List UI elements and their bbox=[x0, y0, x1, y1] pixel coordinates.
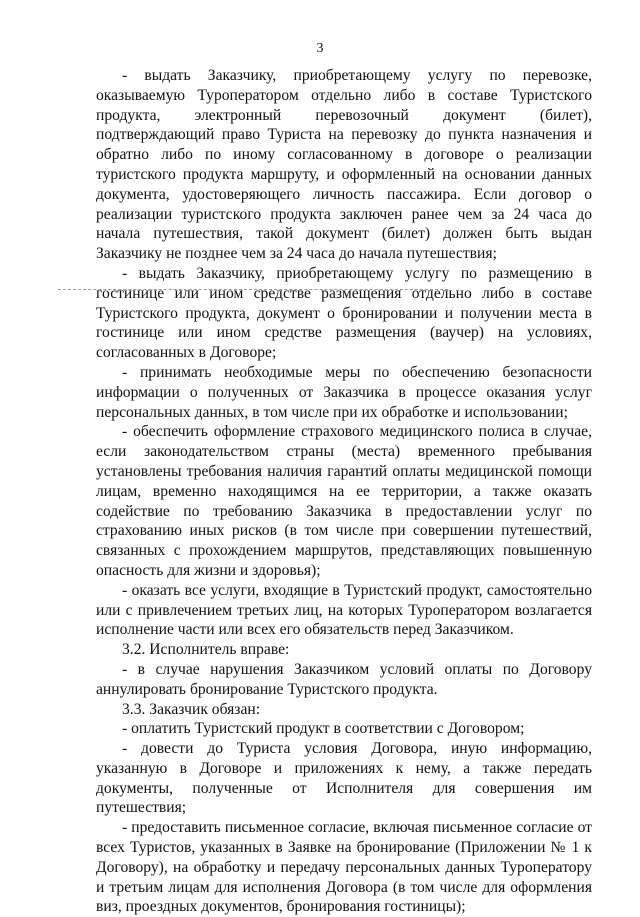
section-heading-3-3: 3.3. Заказчик обязан: bbox=[122, 700, 261, 718]
paragraph-inform-tourist: - довести до Туриста условия Договора, иную информацию, указанную в Договоре и приложениях к нему, а также передать документы, полученные от Исполнителя для совершения им путешествия; bbox=[96, 740, 592, 817]
paragraph-consent: - предоставить письменное согласие, включая письменное согласие от всех Туристов, указанных в Заявке на бронирование (Приложении № 1 к Договору), на обработку и передачу персональных данных Туроператору и третьим лицам для исполнения Договора (в том числе для оформления виз, проездных документов, бронирования гостиницы); bbox=[96, 819, 592, 916]
paragraph-cancel-booking: - в случае нарушения Заказчиком условий оплаты по Договору аннулировать бронирование Туристского продукта. bbox=[96, 660, 592, 698]
page-number: 3 bbox=[316, 41, 324, 56]
paragraph-issue-ticket: - выдать Заказчику, приобретающему услугу по перевозке, оказываемую Туроператором отдельно либо в составе Туристского продукта, электронный перевозочный документ (билет), подтверждающий право Туриста на перевозку до пункта назначения и обратно либо по иному согласованному в договоре о реализации туристского продукта маршруту, и оформленный на основании данных документа, удостоверяющего личность пассажира. Если договор о реализации туристского продукта заключен ранее чем за 24 часа до начала путешествия, такой документ (билет) должен быть выдан Заказчику не позднее чем за 24 часа до начала путешествия; bbox=[96, 67, 592, 263]
paragraph-provide-services: - оказать все услуги, входящие в Туристский продукт, самостоятельно или с привлечением третьих лиц, на которых Туроператором возлагается исполнение части или всех его обязательств перед Заказчиком. bbox=[96, 581, 592, 639]
document-body bbox=[96, 66, 592, 917]
paragraph-pay: - оплатить Туристский продукт в соответствии с Договором; bbox=[122, 720, 525, 738]
paragraph-insurance: - обеспечить оформление страхового медицинского полиса в случае, если законодательством страны (места) временного пребывания установлены требования наличия гарантий оплаты медицинской помощи лицам, временно находящимся на ее территории, а также оказать содействие по требованию Заказчика в предоставлении услуг по страхованию иных рисков (в том числе при совершении путешествий, связанных с прохождением маршрутов, представляющих повышенную опасность для жизни и здоровья); bbox=[96, 423, 592, 579]
paragraph-data-security: - принимать необходимые меры по обеспечению безопасности информации о полученных от Заказчика в процессе оказания услуг персональных данных, в том числе при их обработке и использовании; bbox=[96, 363, 592, 421]
paragraph-issue-voucher: - выдать Заказчику, приобретающему услугу по размещению в гостинице или ином средстве размещения отдельно либо в составе Туристского продукта, документ о бронировании и получении места в гостинице или ином средстве размещения (ваучер) на условиях, согласованных в Договоре; bbox=[96, 264, 592, 362]
section-heading-3-2: 3.2. Исполнитель вправе: bbox=[122, 641, 290, 659]
